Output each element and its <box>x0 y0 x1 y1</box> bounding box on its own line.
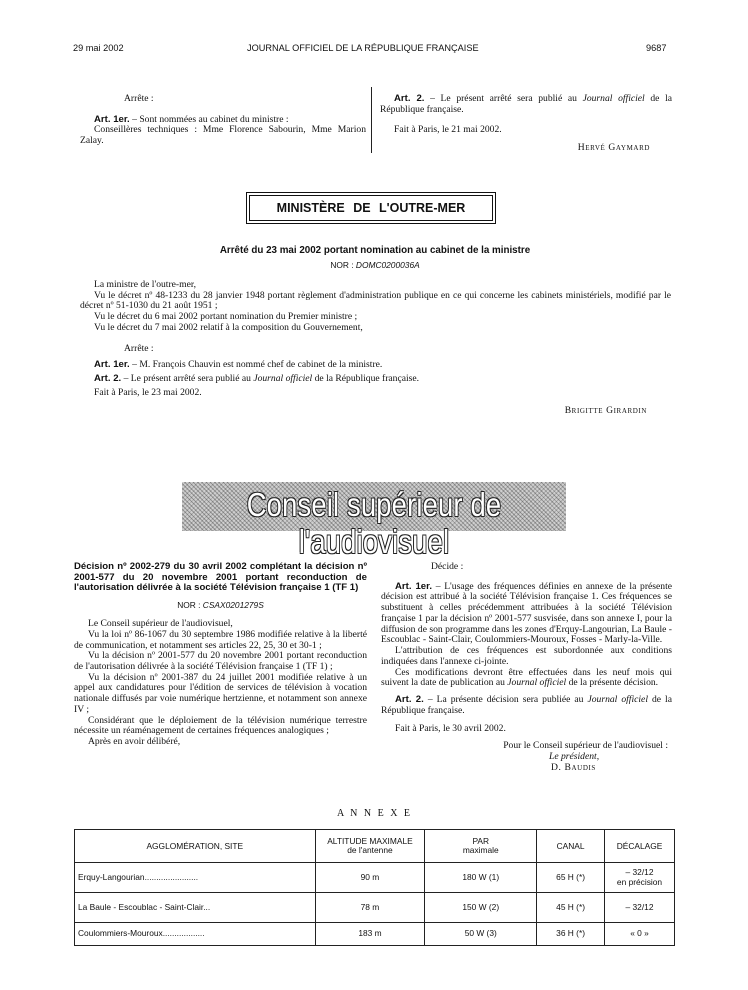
canal-cell: 36 H (*) <box>537 923 605 946</box>
column-header-canal: CANAL <box>537 830 605 863</box>
decision-left-column <box>74 562 367 748</box>
altitude-cell: 90 m <box>315 863 425 893</box>
annex-title: A N N E X E <box>336 808 413 819</box>
column-divider <box>371 87 372 153</box>
previous-decree-right-column <box>380 94 672 154</box>
par-cell: 50 W (3) <box>425 923 537 946</box>
article-2: Art. 2. – Le présent arrêté sera publié au Journal officiel de la République française. <box>94 373 420 385</box>
column-header-par: PAR maximale <box>425 830 537 863</box>
decision-right-column <box>381 562 672 773</box>
table-row <box>75 863 675 893</box>
par-cell: 150 W (2) <box>425 893 537 923</box>
paragraph: Vu le décret du 6 mai 2002 portant nomination du Premier ministre ; <box>94 311 358 323</box>
place-and-date: Fait à Paris, le 21 mai 2002. <box>394 124 502 136</box>
signatory-body: Pour le Conseil supérieur de l'audiovisuel : <box>503 740 668 752</box>
place-and-date: Fait à Paris, le 23 mai 2002. <box>94 386 202 398</box>
ministry-title: MINISTÈRE DE L'OUTRE-MER <box>276 201 466 215</box>
ministry-box <box>246 192 496 224</box>
paragraph: Vu la décision nº 2001-577 du 20 novembre 2001 portant reconduction de l'autorisation délivrée à la société Télévision française 1 (TF 1) ; <box>74 650 367 672</box>
nor-line: NOR : CSAX0201279S <box>177 599 264 610</box>
paragraph: Après en avoir délibéré, <box>88 736 181 748</box>
article-1: Art. 1er. – M. François Chauvin est nommé chef de cabinet de la ministre. <box>94 359 383 371</box>
decalage-cell: « 0 » <box>605 923 675 946</box>
decree-title: Arrêté du 23 mai 2002 portant nomination au cabinet de la ministre <box>219 245 531 256</box>
paragraph: Ces modifications devront être effectuées dans les neuf mois qui suivent la date de publication au Journal officiel de la présente décision. <box>381 666 672 689</box>
journal-title: JOURNAL OFFICIEL DE LA RÉPUBLIQUE FRANÇAISE <box>247 43 479 53</box>
paragraph: Vu le décret du 7 mai 2002 relatif à la composition du Gouvernement, <box>94 321 363 333</box>
signature: D. Baudis <box>551 761 596 773</box>
table-row <box>75 893 675 923</box>
csa-banner <box>182 482 566 560</box>
page-date: 29 mai 2002 <box>73 43 124 53</box>
decree-body <box>80 280 671 416</box>
signature: Hervé Gaymard <box>577 142 650 154</box>
paragraph: Vu le décret nº 48-1233 du 28 janvier 1948 portant règlement d'administration publique en ce qui concerne les cabinets ministériels, modifié par le décret nº 51-1030 du 21 août 1951 ; <box>80 289 671 312</box>
altitude-cell: 183 m <box>315 923 425 946</box>
column-header-altitude: ALTITUDE MAXIMALE de l'antenne <box>315 830 425 863</box>
paragraph: Considérant que le déploiement de la télévision numérique terrestre nécessite un réaménagement de certaines fréquences analogiques ; <box>74 714 367 737</box>
nor-code: CSAX0201279S <box>202 599 264 610</box>
article-1: Art. 1er. – L'usage des fréquences définies en annexe de la présente décision est attribué à la société Télévision française 1. Ces fréquences se substituent à celles précédemment attribuées à la société Télévision française 1 par la décision nº 2001-577 susvisée, dans son annexe I, pour la diffusion de son programme dans les zones d'Erquy-Langourian, La Baule - Escoublac - Saint-Clair, Coulommiers-Mouroux, Fosses - Marly-la-Ville. <box>381 580 672 646</box>
nor-line: NOR : DOMC0200036A <box>330 260 420 270</box>
place-and-date: Fait à Paris, le 30 avril 2002. <box>395 722 506 734</box>
article-1: Art. 1er. – Sont nommées au cabinet du ministre : <box>94 113 289 125</box>
paragraph: Le Conseil supérieur de l'audiovisuel, <box>88 618 233 630</box>
article-2: Art. 2. – La présente décision sera publiée au Journal officiel de la République française. <box>381 694 672 716</box>
signatory-role: Le président, <box>549 751 600 763</box>
decision-title: Décision nº 2002-279 du 30 avril 2002 complétant la décision nº 2001-577 du 20 novembre 2001 portant reconduction de l'autorisation délivrée à la société Télévision française 1 (TF 1) <box>74 561 367 594</box>
site-cell: La Baule - Escoublac - Saint-Clair... <box>75 893 316 923</box>
par-cell: 180 W (1) <box>425 863 537 893</box>
previous-decree-left-column <box>80 94 366 147</box>
canal-cell: 65 H (*) <box>537 863 605 893</box>
site-cell: Coulommiers-Mouroux.................. <box>75 923 316 946</box>
arrete-heading: Arrête : <box>124 93 154 104</box>
site-cell: Erquy-Langourian....................... <box>75 863 316 893</box>
canal-cell: 45 H (*) <box>537 893 605 923</box>
nor-code: DOMC0200036A <box>355 260 420 270</box>
table-header-row <box>75 830 675 863</box>
arrete-heading: Arrête : <box>124 342 154 354</box>
advisers-list: Conseillères techniques : Mme Florence Sabourin, Mme Marion Zalay. <box>80 124 366 147</box>
page-number: 9687 <box>646 43 667 53</box>
decide-heading: Décide : <box>431 561 464 572</box>
article-2: Art. 2. – Le présent arrêté sera publié au Journal officiel de la République française. <box>380 93 672 115</box>
column-header-decalage: DÉCALAGE <box>605 830 675 863</box>
decalage-cell: – 32/12 en précision <box>605 863 675 893</box>
signature: Brigitte Girardin <box>564 404 647 416</box>
decalage-cell: – 32/12 <box>605 893 675 923</box>
paragraph: Vu la loi nº 86-1067 du 30 septembre 1986 modifiée relative à la liberté de communication, et notamment ses articles 22, 25, 30 et 30-1 ; <box>74 628 367 651</box>
paragraph: Vu la décision nº 2001-387 du 24 juillet 2001 modifiée relative à un appel aux candidatures pour l'édition de services de télévision à vocation nationale diffusés par voie numérique hertzienne, et notamment son annexe IV ; <box>74 671 367 715</box>
csa-banner-title: Conseil supérieur de l'audiovisuel <box>246 486 502 560</box>
column-header-site: AGGLOMÉRATION, SITE <box>75 830 316 863</box>
paragraph: L'attribution de ces fréquences est subordonnée aux conditions indiquées dans l'annexe ci-jointe. <box>381 645 672 667</box>
altitude-cell: 78 m <box>315 893 425 923</box>
paragraph: La ministre de l'outre-mer, <box>94 279 197 290</box>
table-row <box>75 923 675 946</box>
annex-table <box>74 829 675 946</box>
